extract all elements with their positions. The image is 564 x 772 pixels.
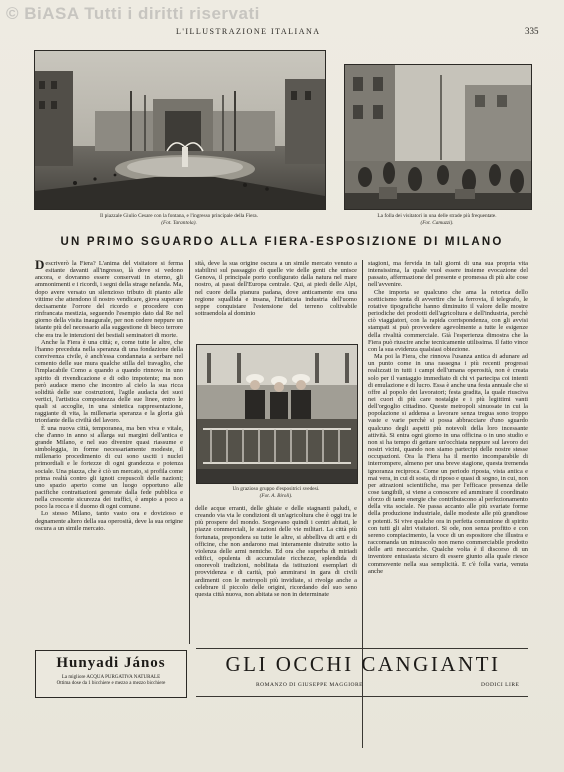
column-1-paragraph-1-text: escriverò la Fiera? L'anima del visitatore si ferma esitante davanti all'ingresso, là dove si vedono ancora, e dovranno essere conservati in eterno, gli ammonimenti e i ricordi, i segni della strage nefanda. Ma, dopo avere versato un silenzioso tributo di pianto alle vittime che attendono il nostro vendicare, giova superare decisamente l'orrore del ricordo e procedere con rinfrancata mestizia, seguendo l'esempio dato dal Re nel giorno della visita inaugurale, per non cedere neppure un istante più del necessario alla suggestione di bieco terrore che era tra le intenzioni dei bestiali seminatori di morte. bbox=[35, 260, 183, 339]
caption-espositrici-text: Un grazioso gruppo d'espositrici svedesi. bbox=[232, 486, 320, 492]
caption-piazzale-text: Il piazzale Giulio Cesare con la fontana, e l'ingresso principale della Fiera. bbox=[100, 213, 258, 219]
caption-espositrici bbox=[196, 486, 356, 500]
ad-hunyadi-title: Hunyadi János bbox=[56, 655, 166, 671]
column-1-paragraph-4: Lo stesso Milano, tanto vasto ora e dovizioso e degnamente altero della sua operosità, deve la sua origine oscura a un simile mercato. bbox=[35, 510, 183, 532]
column-2-top-paragraph: sità, deve la sua origine oscura a un simile mercato venuto a stabilirsi sul passaggio di quelle vie delle genti che unisce Genova, il principale porto configurato dalla natura nel mare nostro, ai passi dell'Europa centrale. Qui, ai piedi delle Alpi, nel cuore della pianura padana, dove anticamente era una regione squallida e insana, l'infaticata industria dell'uomo seppe conquistare l'estensione del terreno coltivabile sottraendola al dominio bbox=[195, 260, 357, 318]
caption-folla bbox=[344, 213, 530, 227]
photo-folla-image bbox=[345, 65, 531, 209]
ad-hunyadi-janos bbox=[35, 650, 187, 698]
ad-rule-top bbox=[196, 648, 528, 649]
photo-espositrici-image bbox=[197, 345, 357, 483]
article-column-2-top bbox=[195, 260, 357, 338]
ad-book-title: GLI OCCHI CANGIANTI bbox=[225, 652, 501, 676]
ad-book-author: ROMANZO DI GIUSEPPE MAGGIORE bbox=[256, 682, 364, 688]
dropcap-letter: D bbox=[35, 260, 45, 272]
caption-piazzale bbox=[34, 213, 324, 227]
ad-hunyadi-dose: Ottima dose da 1 bicchiere e mezzo a mezzo bicchiere bbox=[56, 681, 166, 686]
ad-gli-occhi-cangianti bbox=[196, 650, 520, 696]
copyright-watermark: © BiASA Tutti i diritti riservati bbox=[6, 4, 260, 23]
caption-folla-credit: (Fot. Camuzzi). bbox=[420, 220, 454, 226]
caption-piazzale-credit: (Fot. Tarantola). bbox=[161, 220, 197, 226]
caption-folla-text: La folla dei visitatori in una delle strade più frequentate. bbox=[377, 213, 497, 219]
running-head: L'ILLUSTRAZIONE ITALIANA bbox=[176, 27, 321, 36]
article-column-1 bbox=[35, 260, 183, 644]
page-number: 335 bbox=[525, 26, 539, 36]
article-headline: UN PRIMO SGUARDO ALLA FIERA-ESPOSIZIONE DI MILANO bbox=[60, 236, 504, 248]
ad-rule-bottom bbox=[196, 696, 528, 697]
column-1-paragraph-1 bbox=[35, 260, 183, 339]
column-3-paragraph-3: Ma poi la Fiera, che rinnova l'usanza antica di adunare ad un punto come in una rassegna i più recenti progressi realizzati in tutti i campi dell'umana operosità, non è creata solo per il vantaggio immediato di chi vi partecipa coi intenti di emulazione e di lucro. Essa è anche una festa annuale che si offre al popolo dei lavoratori; festa gradita, la quale riusciva nei cuori di più care nostalgie e i più legittimi vanti dell'orgoglio cittadino. Queste metropoli sinuosate in cui la popolazione si addensa a lavorare senza tregua sono troppo vaste e varie perchè si possa abbracciare d'uno sguardo qualcuno degli aspetti più notevoli della loro incessante attività. Si entra ogni giorno in una officina o in uno studio e non si ha tempo di gettare un'occhiata neppure sul lavoro dei nostri vicini, quando non siamo partecipi delle nostre stesse occupazioni. Ora la Fiera ha il merito incomparabile di interrompere, almeno per una breve stagione, questa tremenda ignoranza reciproca. Come un periodo riposta, vista antica e mai vera, in cui di sosta, di riposo e quasi di sogno, in cui, non per attrazioni scientifiche, ma per l'efficace presenza delle cose tangibili, si viene a conoscere ed ammirare il coordinato sforzo di tante energie che contribuiscono al perfezionamento della vita sociale. Ne passa accanto alle più svariate forme della produzione industriale, dalle modeste alle più grandiose e potenti. Si vive qualche ora in perfetta comunione di spirito con tutti gli altri visitatori. Si ode, non senza profitto e con sereno compiacimento, la voce di un espositore che illustra e raccomanda un minuscolo non meno commerciabile prodotto delle arti meccaniche. Qualche volta è il discorso di un inventore entusiasta sicuro di essere giunto alla quale riesce commovente nella sua semplicità. E c'è folla varia, venuta anche bbox=[368, 353, 528, 575]
column-3-paragraph-1: stagioni, ma fervida in tali giorni di una sua propria vita intensissima, la quale vuol essere insieme evocazione del passato, affermazione del presente e promessa di più alte cose nell'avvenire. bbox=[368, 260, 528, 289]
ad-book-price: DODICI LIRE bbox=[481, 682, 520, 688]
caption-espositrici-credit: (Fot. A. Biroli). bbox=[259, 493, 293, 499]
column-1-paragraph-3: È una nuova città, temporanea, ma ben viva e vitale, che d'anno in anno si allarga sui margini dell'antica e grande Milano, e nel suo divenire quasi riassume e simboleggia, in forme necessariamente modeste, il millenario procedimento di cui sono usciti i nuclei primordiali e le fortezze di ogni grandezza e potenza sociale. Una piazza, che è ciò un mercato, si profila come prima realtà contro gli ignoti crepuscoli delle nazioni; uno spazio aperto come un luogo opportuno alle pacifiche contrattazioni generate dalla fede pubblica e nella crescente sicurezza dei traffici, è ampio a poco a poco la rocca e il duomo di ogni comune. bbox=[35, 424, 183, 511]
ad-hunyadi-tagline: La migliore ACQUA PURGATIVA NATURALE bbox=[61, 675, 161, 680]
column-1-paragraph-2: Anche la Fiera è una città; e, come tutte le altre, che l'hanno preceduta nella speranza di una fondazione della convivenza civile, è anch'essa condannata a serbare nel cemento delle sue mura qualche stilla del travaglio, che l'implacabile Como a quando a quando rinnova in uno spirito di rivendicazione e di odio impotente; ma non però audace meno che incontro al cielo la sua ricca solidità delle sue costruzioni, l'agile audacia dei suoi vertici, l'artistica compostezza delle sue linee, entro le quali si accoglie, in una sintetica rappresentazione, raggiante di vita, la millenaria speranza e la gloria già trionfante della civiltà del lavoro. bbox=[35, 338, 183, 425]
photo-folla-visitatori bbox=[344, 64, 532, 210]
column-3-paragraph-2: Che importa se qualcuno che ama la retorica dello scetticismo tenta di avvertire che la ferrovia, il telegrafo, le rotative tipografiche hanno diminuito il valore delle mostre periodiche dei prodotti dell'agricoltura e dell'industria, perchè ciò viaggiatori, con la rapida corrispondenza, con gli avvisi stampati si può provvedere agevolmente a tutte le esigenze della rivalità commerciale. Già l'esperienza dimostra che la Fiera può riuscire anche tecnicamente utilissima. Il fatto vince con la sua evidenza qualsiasi obiezione. bbox=[368, 288, 528, 353]
article-column-2-bottom bbox=[195, 505, 357, 644]
column-2-bottom-paragraph: delle acque erranti, delle ghiaie e delle stagnanti paludi, e creando via via le condizioni di un'agricoltura che è oggi tra le più prospere del mondo. Sorgevano quindi i centri abitati, le piazze commerciali, le stazioni delle vie militari. La città più fortunata, prepondera su tutte le altre, si abbelliva di arti e di officine, che non andarono mai interamente distrutte sotto la violenza delle armi nemiche. Ed ora che superba di miriadi edifici, opulenta di accumulate ricchezze, splendida di onorevoli tradizioni, nobilitata da istituzioni esemplari di provvidenza e di carità, può ammirarsi in gara di civili ardimenti con le metropoli più invidiate, si rivolge anche a celebrare il piccolo delle origini, ricordando del suo seno questa città nuova, non abitata se non in determinate bbox=[195, 505, 357, 598]
column-rule-left bbox=[189, 260, 190, 644]
photo-espositrici-svedesi bbox=[196, 344, 358, 484]
photo-piazzale-image bbox=[35, 51, 325, 209]
photo-piazzale-fontana bbox=[34, 50, 326, 210]
